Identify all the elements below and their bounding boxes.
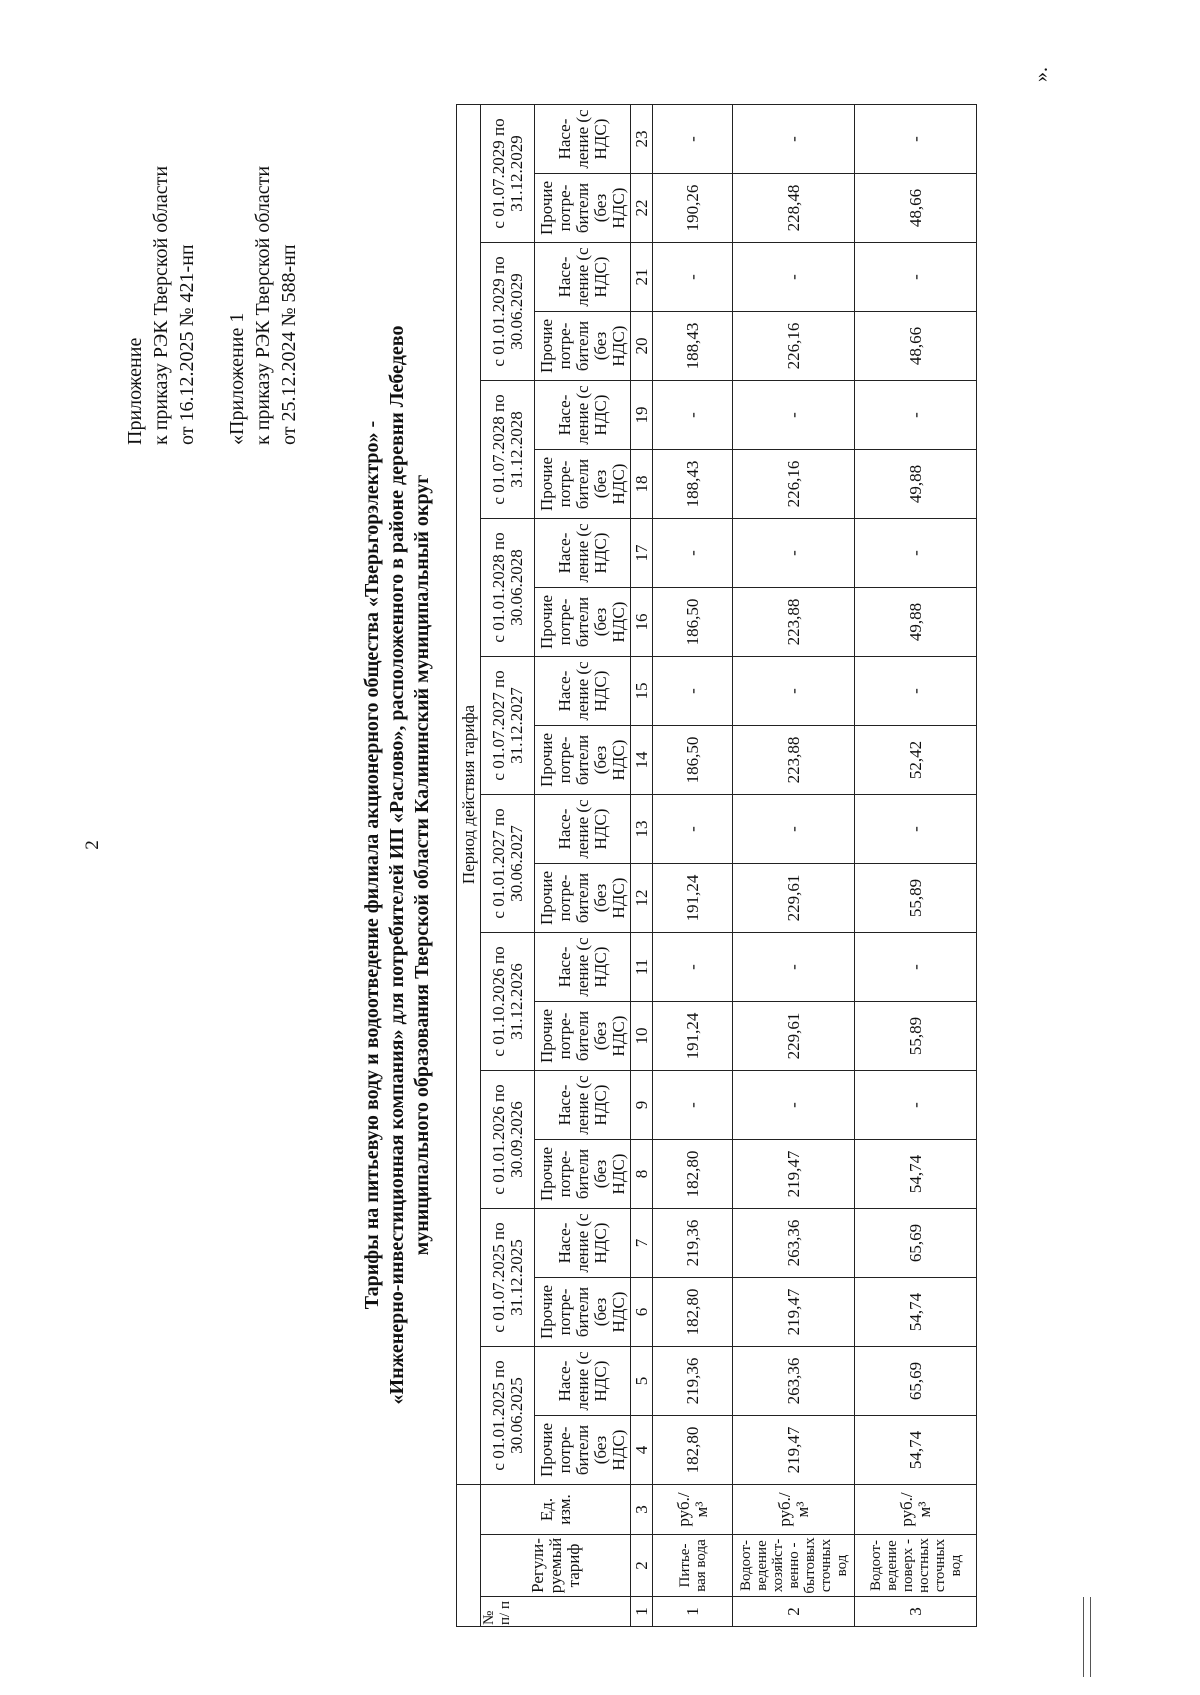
- tariff-value: 65,69: [855, 1347, 977, 1416]
- header-row-period: [457, 105, 481, 1627]
- column-number: 22: [631, 174, 653, 243]
- tariff-value: 263,36: [733, 1347, 855, 1416]
- page-number: 2: [82, 840, 103, 850]
- tariff-table: [456, 104, 977, 1627]
- column-number: 13: [631, 795, 653, 864]
- tariff-value: 186,50: [653, 588, 733, 657]
- tariff-value: 54,74: [855, 1140, 977, 1209]
- sub-header-other: Прочие потре-бители (без НДС): [535, 588, 631, 657]
- tariff-value: -: [653, 933, 733, 1002]
- tariff-value: 188,43: [653, 312, 733, 381]
- column-numbers-row: [631, 105, 653, 1627]
- tariff-value: 49,88: [855, 450, 977, 519]
- tariff-value: 65,69: [855, 1209, 977, 1278]
- row-number: 2: [733, 1597, 855, 1627]
- period-cell: с 01.01.2027 по 30.06.2027: [481, 795, 535, 933]
- column-number: 5: [631, 1347, 653, 1416]
- period-cell: с 01.07.2027 по 31.12.2027: [481, 657, 535, 795]
- tariff-value: 48,66: [855, 174, 977, 243]
- period-cell: с 01.01.2025 по 30.06.2025: [481, 1347, 535, 1485]
- column-number: 1: [631, 1597, 653, 1627]
- appendix-line: к приказу РЭК Тверской области: [150, 165, 172, 445]
- appendix-line: к приказу РЭК Тверской области: [252, 165, 274, 445]
- tariff-value: 55,89: [855, 1002, 977, 1071]
- period-cell: с 01.07.2025 по 31.12.2025: [481, 1209, 535, 1347]
- tariff-value: 191,24: [653, 1002, 733, 1071]
- period-cell: с 01.10.2026 по 31.12.2026: [481, 933, 535, 1071]
- table-row: [733, 105, 855, 1627]
- tariff-value: -: [653, 243, 733, 312]
- tariff-value: 188,43: [653, 450, 733, 519]
- tariff-value: -: [653, 657, 733, 726]
- tariff-value: -: [733, 933, 855, 1002]
- tariff-value: 223,88: [733, 588, 855, 657]
- tariff-value: 52,42: [855, 726, 977, 795]
- tariff-value: 219,36: [653, 1347, 733, 1416]
- column-number: 3: [631, 1485, 653, 1535]
- sub-header-population: Насе-ление (с НДС): [535, 1071, 631, 1140]
- tariff-value: 229,61: [733, 864, 855, 933]
- sub-header-other: Прочие потре-бители (без НДС): [535, 1416, 631, 1485]
- title-line: Тарифы на питьевую воду и водоотведение филиала акционерного общества «Тверьгорэлектро» -: [361, 420, 383, 1310]
- tariff-value: -: [855, 381, 977, 450]
- period-cell: с 01.07.2028 по 31.12.2028: [481, 381, 535, 519]
- tariff-value: 182,80: [653, 1140, 733, 1209]
- tariff-value: 186,50: [653, 726, 733, 795]
- column-number: 19: [631, 381, 653, 450]
- tariff-value: -: [653, 1071, 733, 1140]
- col-tariff-header: Регули-руемый тариф: [481, 1535, 631, 1597]
- header-row-dates: [481, 105, 535, 1627]
- period-cell: с 01.01.2026 по 30.09.2026: [481, 1071, 535, 1209]
- tariff-value: -: [855, 933, 977, 1002]
- column-number: 8: [631, 1140, 653, 1209]
- sub-header-population: Насе-ление (с НДС): [535, 243, 631, 312]
- column-number: 7: [631, 1209, 653, 1278]
- tariff-value: 55,89: [855, 864, 977, 933]
- period-cell: с 01.07.2029 по 31.12.2029: [481, 105, 535, 243]
- column-number: 2: [631, 1535, 653, 1597]
- sub-header-other: Прочие потре-бители (без НДС): [535, 1278, 631, 1347]
- period-cell: с 01.01.2028 по 30.06.2028: [481, 519, 535, 657]
- title-line: муниципального образования Тверской области Калининский муниципальный округ: [411, 474, 433, 1256]
- tariff-value: 48,66: [855, 312, 977, 381]
- footer-mark: [1083, 1597, 1091, 1677]
- sub-header-population: Насе-ление (с НДС): [535, 933, 631, 1002]
- sub-header-population: Насе-ление (с НДС): [535, 105, 631, 174]
- column-number: 20: [631, 312, 653, 381]
- column-number: 16: [631, 588, 653, 657]
- tariff-value: 54,74: [855, 1416, 977, 1485]
- column-number: 18: [631, 450, 653, 519]
- tariff-name: Водоот-ведение поверх - ностных сточных вод: [855, 1535, 977, 1597]
- sub-header-other: Прочие потре-бители (без НДС): [535, 174, 631, 243]
- tariff-value: -: [855, 105, 977, 174]
- unit-cell: руб./м³: [855, 1485, 977, 1535]
- closing-quote: ».: [1030, 67, 1052, 82]
- sub-header-population: Насе-ление (с НДС): [535, 1347, 631, 1416]
- tariff-value: 54,74: [855, 1278, 977, 1347]
- tariff-value: 226,16: [733, 450, 855, 519]
- column-number: 9: [631, 1071, 653, 1140]
- tariff-value: -: [733, 519, 855, 588]
- tariff-value: 49,88: [855, 588, 977, 657]
- tariff-value: 219,47: [733, 1278, 855, 1347]
- column-number: 15: [631, 657, 653, 726]
- header-blank: [457, 1485, 481, 1627]
- appendix-line: от 25.12.2024 № 588-нп: [278, 244, 300, 445]
- tariff-value: 219,36: [653, 1209, 733, 1278]
- column-number: 11: [631, 933, 653, 1002]
- document-title: [360, 185, 435, 1545]
- tariff-value: -: [855, 1071, 977, 1140]
- row-number: 1: [653, 1597, 733, 1627]
- sub-header-population: Насе-ление (с НДС): [535, 657, 631, 726]
- period-header: Период действия тарифа: [457, 105, 481, 1485]
- row-number: 3: [855, 1597, 977, 1627]
- tariff-value: -: [653, 381, 733, 450]
- tariff-value: -: [733, 795, 855, 864]
- tariff-value: 182,80: [653, 1416, 733, 1485]
- unit-cell: руб./м³: [733, 1485, 855, 1535]
- sub-header-population: Насе-ление (с НДС): [535, 1209, 631, 1278]
- tariff-value: -: [733, 105, 855, 174]
- sub-header-other: Прочие потре-бители (без НДС): [535, 1140, 631, 1209]
- unit-cell: руб./м³: [653, 1485, 733, 1535]
- column-number: 6: [631, 1278, 653, 1347]
- sub-header-other: Прочие потре-бители (без НДС): [535, 450, 631, 519]
- table-row: [855, 105, 977, 1627]
- tariff-value: -: [733, 381, 855, 450]
- appendix-line: от 16.12.2025 № 421-нп: [176, 244, 198, 445]
- column-number: 23: [631, 105, 653, 174]
- tariff-value: 219,47: [733, 1140, 855, 1209]
- column-number: 21: [631, 243, 653, 312]
- tariff-value: -: [855, 657, 977, 726]
- title-line: «Инженерно-инвестиционная компания» для потребителей ИП «Раслово», расположенного в районе деревни Лебедево: [386, 325, 408, 1405]
- appendix-block: [122, 166, 302, 445]
- tariff-value: -: [733, 243, 855, 312]
- sub-header-other: Прочие потре-бители (без НДС): [535, 1002, 631, 1071]
- col-unit-header: Ед. изм.: [481, 1485, 631, 1535]
- column-number: 14: [631, 726, 653, 795]
- column-number: 12: [631, 864, 653, 933]
- tariff-value: 263,36: [733, 1209, 855, 1278]
- tariff-value: -: [653, 105, 733, 174]
- tariff-value: 219,47: [733, 1416, 855, 1485]
- tariff-value: -: [855, 519, 977, 588]
- sub-header-population: Насе-ление (с НДС): [535, 519, 631, 588]
- table-row: [653, 105, 733, 1627]
- tariff-value: -: [653, 795, 733, 864]
- column-number: 17: [631, 519, 653, 588]
- tariff-value: 182,80: [653, 1278, 733, 1347]
- col-no-header: № п/ п: [481, 1597, 631, 1627]
- tariff-value: -: [733, 657, 855, 726]
- sub-header-other: Прочие потре-бители (без НДС): [535, 726, 631, 795]
- sub-header-population: Насе-ление (с НДС): [535, 381, 631, 450]
- tariff-value: 229,61: [733, 1002, 855, 1071]
- tariff-value: -: [855, 795, 977, 864]
- sub-header-other: Прочие потре-бители (без НДС): [535, 864, 631, 933]
- appendix-line: Приложение: [124, 337, 146, 445]
- tariff-value: 223,88: [733, 726, 855, 795]
- sub-header-population: Насе-ление (с НДС): [535, 795, 631, 864]
- tariff-value: 191,24: [653, 864, 733, 933]
- tariff-value: 190,26: [653, 174, 733, 243]
- period-cell: с 01.01.2029 по 30.06.2029: [481, 243, 535, 381]
- tariff-value: 228,48: [733, 174, 855, 243]
- sub-header-other: Прочие потре-бители (без НДС): [535, 312, 631, 381]
- tariff-value: -: [733, 1071, 855, 1140]
- tariff-name: Питье-вая вода: [653, 1535, 733, 1597]
- header-row-consumers: [535, 105, 631, 1627]
- tariff-value: -: [653, 519, 733, 588]
- tariff-value: 226,16: [733, 312, 855, 381]
- column-number: 4: [631, 1416, 653, 1485]
- tariff-value: -: [855, 243, 977, 312]
- appendix-line: «Приложение 1: [226, 312, 248, 445]
- column-number: 10: [631, 1002, 653, 1071]
- tariff-name: Водоот-ведение хозяйст-венно - бытовых сточных вод: [733, 1535, 855, 1597]
